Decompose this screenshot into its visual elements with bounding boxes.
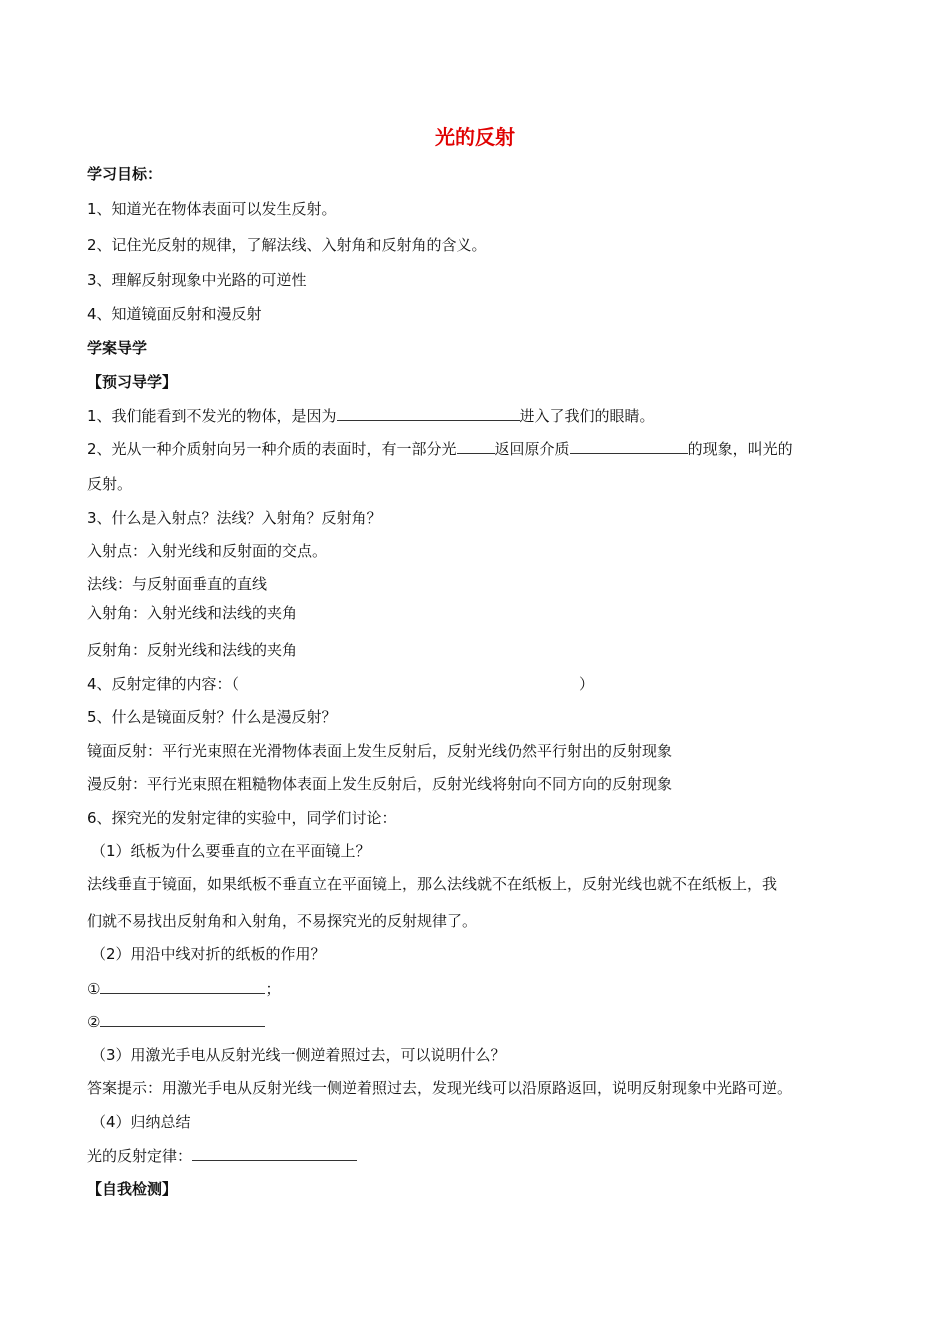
question-2-text: 2、光从一种介质射向另一种介质的表面时，有一部分光 [87, 440, 457, 458]
objective-item-2: 2、记住光反射的规律，了解法线、入射角和反射角的含义。 [87, 236, 487, 254]
preview-heading: 【预习导学】 [87, 373, 178, 391]
question-2 [87, 438, 793, 459]
question-6-sub-1: （1）纸板为什么要垂直的立在平面镜上？ [91, 842, 371, 860]
question-4 [87, 674, 594, 694]
question-6-sub-2: （2）用沿中线对折的纸板的作用？ [91, 945, 326, 963]
answer-blank-2b[interactable] [570, 438, 688, 454]
answer-line-2 [87, 1011, 265, 1032]
definition-normal: 法线：与反射面垂直的直线 [87, 575, 268, 593]
circled-one: ① [87, 980, 101, 998]
reflection-law-line [87, 1145, 357, 1166]
answer-blank-6a[interactable] [100, 978, 265, 994]
question-1-tail: 进入了我们的眼睛。 [519, 407, 655, 425]
circled-two: ② [87, 1013, 101, 1031]
question-5: 5、什么是镜面反射？什么是漫反射？ [87, 708, 337, 726]
answer-blank-2a[interactable] [457, 438, 495, 454]
definition-diffuse-reflection: 漫反射：平行光束照在粗糙物体表面上发生反射后，反射光线将射向不同方向的反射现象 [87, 775, 673, 793]
page-title: 光的反射 [435, 125, 515, 149]
question-2-mid: 返回原介质 [494, 440, 570, 458]
answer-line-1-end: ； [265, 980, 281, 998]
question-1-text: 1、我们能看到不发光的物体，是因为 [87, 407, 337, 425]
question-6-sub-3: （3）用激光手电从反射光线一侧逆着照过去，可以说明什么？ [91, 1046, 506, 1064]
answer-6-1-line2: 们就不易找出反射角和入射角，不易探究光的反射规律了。 [87, 912, 478, 930]
answer-6-3: 答案提示：用激光手电从反射光线一侧逆着照过去，发现光线可以沿原路返回，说明反射现象中光路可逆。 [87, 1079, 793, 1097]
answer-blank-6b[interactable] [100, 1011, 265, 1027]
question-1 [87, 405, 655, 426]
definition-reflection-angle: 反射角：反射光线和法线的夹角 [87, 641, 298, 659]
question-6-sub-4: （4）归纳总结 [91, 1113, 191, 1131]
question-4-close: ） [579, 675, 595, 693]
objective-item-1: 1、知道光在物体表面可以发生反射。 [87, 200, 337, 218]
definition-incident-angle: 入射角：入射光线和法线的夹角 [87, 604, 298, 622]
guide-heading: 学案导学 [87, 339, 148, 357]
definition-specular-reflection: 镜面反射：平行光束照在光滑物体表面上发生反射后，反射光线仍然平行射出的反射现象 [87, 742, 673, 760]
objective-item-4: 4、知道镜面反射和漫反射 [87, 305, 262, 323]
objective-item-3: 3、理解反射现象中光路的可逆性 [87, 271, 307, 289]
question-2-line2: 反射。 [87, 475, 133, 493]
definition-incident-point: 入射点：入射光线和反射面的交点。 [87, 542, 328, 560]
question-6: 6、探究光的发射定律的实验中，同学们讨论： [87, 809, 397, 827]
answer-blank-1[interactable] [337, 405, 520, 421]
answer-6-1-line1: 法线垂直于镜面，如果纸板不垂直立在平面镜上，那么法线就不在纸板上，反射光线也就不在纸板上，我 [87, 875, 778, 893]
self-check-heading: 【自我检测】 [87, 1180, 178, 1198]
answer-line-1 [87, 978, 280, 999]
question-3: 3、什么是入射点？法线？入射角？反射角？ [87, 509, 382, 527]
reflection-law-label: 光的反射定律： [87, 1147, 193, 1165]
question-2-tail: 的现象，叫光的 [687, 440, 793, 458]
question-4-text: 4、反射定律的内容：（ [87, 675, 240, 693]
answer-blank-law[interactable] [192, 1145, 357, 1161]
objectives-heading: 学习目标： [87, 165, 163, 183]
